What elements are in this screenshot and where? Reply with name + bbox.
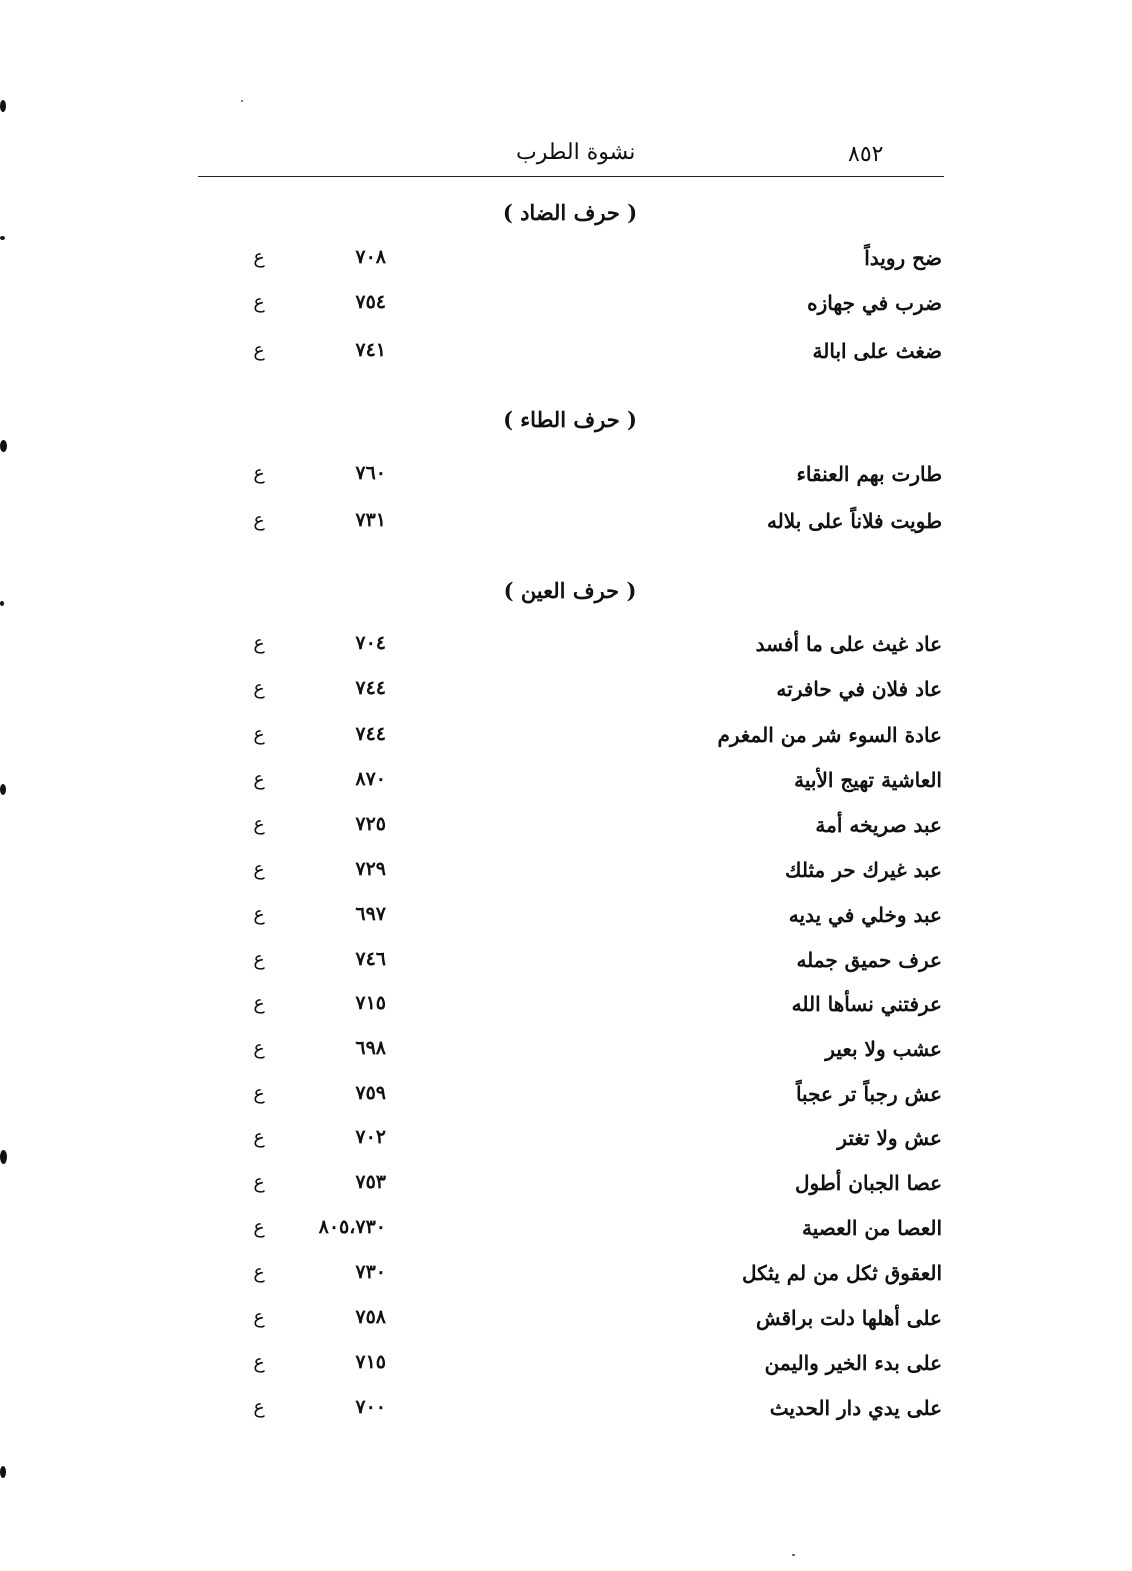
entry-page: ٨٧٠ xyxy=(355,768,386,790)
entry-text: عرف حميق جمله xyxy=(796,948,942,972)
entry-page: ٧٤٤ xyxy=(355,723,386,745)
entry-text: عش رجباً تر عجباً xyxy=(795,1082,942,1106)
entry-page: ٧٦٠ xyxy=(355,462,386,484)
entry-page: ٧٣٠ xyxy=(355,1261,386,1283)
entry-mark: ع xyxy=(253,813,265,835)
entry-text: طارت بهم العنقاء xyxy=(796,462,942,486)
entry-text: عشب ولا بعير xyxy=(825,1037,942,1061)
entry-page: ٦٩٧ xyxy=(355,903,386,925)
entry-text: ضح رويداً xyxy=(864,246,942,270)
entry-page: ٧٠٠ xyxy=(355,1396,386,1418)
scan-edge-mark xyxy=(0,440,7,452)
entry-page: ٧١٥ xyxy=(355,992,386,1014)
entry-mark: ع xyxy=(253,339,265,361)
section-heading-ain: ( حرف العين ) xyxy=(503,578,637,603)
entry-text: العصا من العصية xyxy=(802,1216,942,1240)
scan-dot xyxy=(241,100,243,102)
entry-text: العاشية تهيج الأبية xyxy=(794,768,942,792)
entry-mark: ع xyxy=(253,291,265,313)
section-heading-dad: ( حرف الضاد ) xyxy=(502,200,638,225)
entry-text: عبد وخلي في يديه xyxy=(788,903,942,927)
scan-edge-mark xyxy=(0,784,6,795)
entry-page: ٧٤١ xyxy=(355,339,386,361)
entry-mark: ع xyxy=(253,948,265,970)
entry-mark: ع xyxy=(253,677,265,699)
entry-page: ٦٩٨ xyxy=(355,1037,386,1059)
entry-page: ٧٤٦ xyxy=(355,948,386,970)
entry-mark: ع xyxy=(253,1082,265,1104)
entry-page: ٨٠٥،٧٣٠ xyxy=(318,1216,386,1238)
section-heading-ta: ( حرف الطاء ) xyxy=(503,407,637,432)
entry-text: ضغث على ابالة xyxy=(812,339,942,363)
scan-edge-mark xyxy=(0,1466,6,1478)
entry-text: على بدء الخير واليمن xyxy=(764,1351,942,1375)
entry-page: ٧٢٩ xyxy=(355,858,386,880)
entry-mark: ع xyxy=(253,1351,265,1373)
entry-mark: ع xyxy=(253,1037,265,1059)
scan-edge-mark xyxy=(0,100,6,112)
entry-mark: ع xyxy=(253,723,265,745)
entry-page: ٧١٥ xyxy=(355,1351,386,1373)
entry-text: طويت فلاناً على بلاله xyxy=(766,509,942,533)
entry-mark: ع xyxy=(253,768,265,790)
entry-text: عاد فلان في حافرته xyxy=(776,677,942,701)
entry-mark: ع xyxy=(253,246,265,268)
scan-edge-mark xyxy=(0,236,5,240)
entry-mark: ع xyxy=(253,1171,265,1193)
entry-text: عصا الجبان أطول xyxy=(794,1171,942,1195)
entry-mark: ع xyxy=(253,1261,265,1283)
entry-mark: ع xyxy=(253,992,265,1014)
header-rule xyxy=(198,176,944,177)
scan-dot xyxy=(792,1554,795,1556)
entry-text: عش ولا تغتر xyxy=(837,1126,942,1150)
entry-page: ٧٥٨ xyxy=(355,1306,386,1328)
running-title: نشوة الطرب xyxy=(516,140,636,165)
entry-text: عادة السوء شر من المغرم xyxy=(717,723,942,747)
entry-mark: ع xyxy=(253,1396,265,1418)
entry-text: على أهلها دلت براقش xyxy=(755,1306,942,1330)
entry-text: عرفتني نسأها الله xyxy=(791,992,942,1016)
scan-edge-mark xyxy=(0,601,4,606)
scan-edge-mark xyxy=(0,1150,7,1164)
entry-page: ٧٥٩ xyxy=(355,1082,386,1104)
entry-mark: ع xyxy=(253,462,265,484)
entry-mark: ع xyxy=(253,858,265,880)
entry-page: ٧٠٤ xyxy=(355,632,386,654)
entry-page: ٧٢٥ xyxy=(355,813,386,835)
entry-page: ٧٠٨ xyxy=(355,246,386,268)
entry-mark: ع xyxy=(253,509,265,531)
entry-mark: ع xyxy=(253,632,265,654)
entry-page: ٧٠٢ xyxy=(355,1126,386,1148)
entry-text: عبد صريخه أمة xyxy=(815,813,942,837)
entry-text: عبد غيرك حر مثلك xyxy=(785,858,942,882)
entry-text: العقوق ثكل من لم يثكل xyxy=(741,1261,942,1285)
entry-text: على يدي دار الحديث xyxy=(769,1396,942,1420)
entry-text: ضرب في جهازه xyxy=(807,291,942,315)
page-number: ٨٥٢ xyxy=(848,142,884,167)
entry-page: ٧٥٤ xyxy=(355,291,386,313)
entry-mark: ع xyxy=(253,1216,265,1238)
entry-mark: ع xyxy=(253,1306,265,1328)
entry-text: عاد غيث على ما أفسد xyxy=(755,632,942,656)
entry-page: ٧٥٣ xyxy=(355,1171,386,1193)
entry-mark: ع xyxy=(253,903,265,925)
entry-page: ٧٤٤ xyxy=(355,677,386,699)
entry-page: ٧٣١ xyxy=(355,509,386,531)
entry-mark: ع xyxy=(253,1126,265,1148)
